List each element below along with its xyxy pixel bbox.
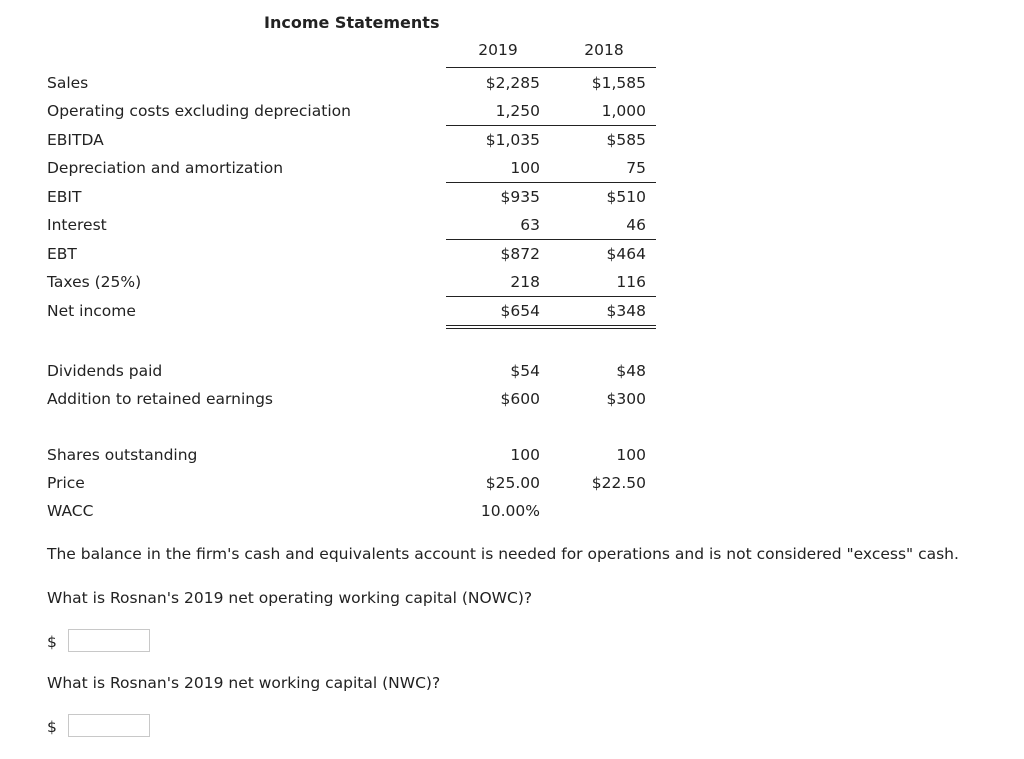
table-title: Income Statements — [264, 13, 440, 32]
wacc-2019: 10.00% — [480, 502, 540, 520]
row-label-taxes: Taxes (25%) — [47, 273, 142, 291]
nowc-answer-input[interactable] — [68, 629, 150, 652]
currency-symbol: $ — [47, 633, 57, 651]
price-2018: $22.50 — [591, 474, 646, 492]
sales-2018: $1,585 — [591, 74, 646, 92]
question-nowc: What is Rosnan's 2019 net operating working capital (NOWC)? — [47, 589, 533, 607]
ebitda-2019: $1,035 — [485, 131, 540, 149]
interest-2019: 63 — [520, 216, 540, 234]
dividends-2019: $54 — [510, 362, 540, 380]
row-label-depreciation: Depreciation and amortization — [47, 159, 284, 177]
operating-costs-2019: 1,250 — [495, 102, 540, 120]
row-label-shares: Shares outstanding — [47, 446, 198, 464]
ebitda-2018: $585 — [606, 131, 646, 149]
question-nwc: What is Rosnan's 2019 net working capital (NWC)? — [47, 674, 441, 692]
cash-note: The balance in the firm's cash and equivalents account is needed for operations and is not considered "excess" cash. — [47, 545, 959, 563]
depreciation-2018: 75 — [626, 159, 646, 177]
subtotal-rule — [446, 182, 656, 183]
net-income-2019: $654 — [500, 302, 540, 320]
ebt-2018: $464 — [606, 245, 646, 263]
subtotal-rule — [446, 125, 656, 126]
currency-symbol: $ — [47, 718, 57, 736]
dividends-2018: $48 — [616, 362, 646, 380]
price-2019: $25.00 — [485, 474, 540, 492]
column-header-2018: 2018 — [584, 41, 624, 59]
ebit-2019: $935 — [500, 188, 540, 206]
row-label-ebt: EBT — [47, 245, 77, 263]
row-label-ebitda: EBITDA — [47, 131, 104, 149]
shares-2019: 100 — [510, 446, 540, 464]
column-header-2019: 2019 — [478, 41, 518, 59]
nwc-answer-input[interactable] — [68, 714, 150, 737]
interest-2018: 46 — [626, 216, 646, 234]
row-label-net-income: Net income — [47, 302, 136, 320]
row-label-operating-costs: Operating costs excluding depreciation — [47, 102, 351, 120]
taxes-2018: 116 — [616, 273, 646, 291]
row-label-dividends: Dividends paid — [47, 362, 163, 380]
operating-costs-2018: 1,000 — [601, 102, 646, 120]
row-label-price: Price — [47, 474, 85, 492]
total-double-rule — [446, 325, 656, 329]
subtotal-rule — [446, 239, 656, 240]
subtotal-rule — [446, 296, 656, 297]
retained-earnings-2019: $600 — [500, 390, 540, 408]
ebit-2018: $510 — [606, 188, 646, 206]
retained-earnings-2018: $300 — [606, 390, 646, 408]
row-label-wacc: WACC — [47, 502, 94, 520]
header-rule — [446, 67, 656, 68]
row-label-interest: Interest — [47, 216, 107, 234]
row-label-ebit: EBIT — [47, 188, 82, 206]
taxes-2019: 218 — [510, 273, 540, 291]
shares-2018: 100 — [616, 446, 646, 464]
row-label-retained-earnings: Addition to retained earnings — [47, 390, 273, 408]
depreciation-2019: 100 — [510, 159, 540, 177]
sales-2019: $2,285 — [485, 74, 540, 92]
net-income-2018: $348 — [606, 302, 646, 320]
ebt-2019: $872 — [500, 245, 540, 263]
row-label-sales: Sales — [47, 74, 89, 92]
